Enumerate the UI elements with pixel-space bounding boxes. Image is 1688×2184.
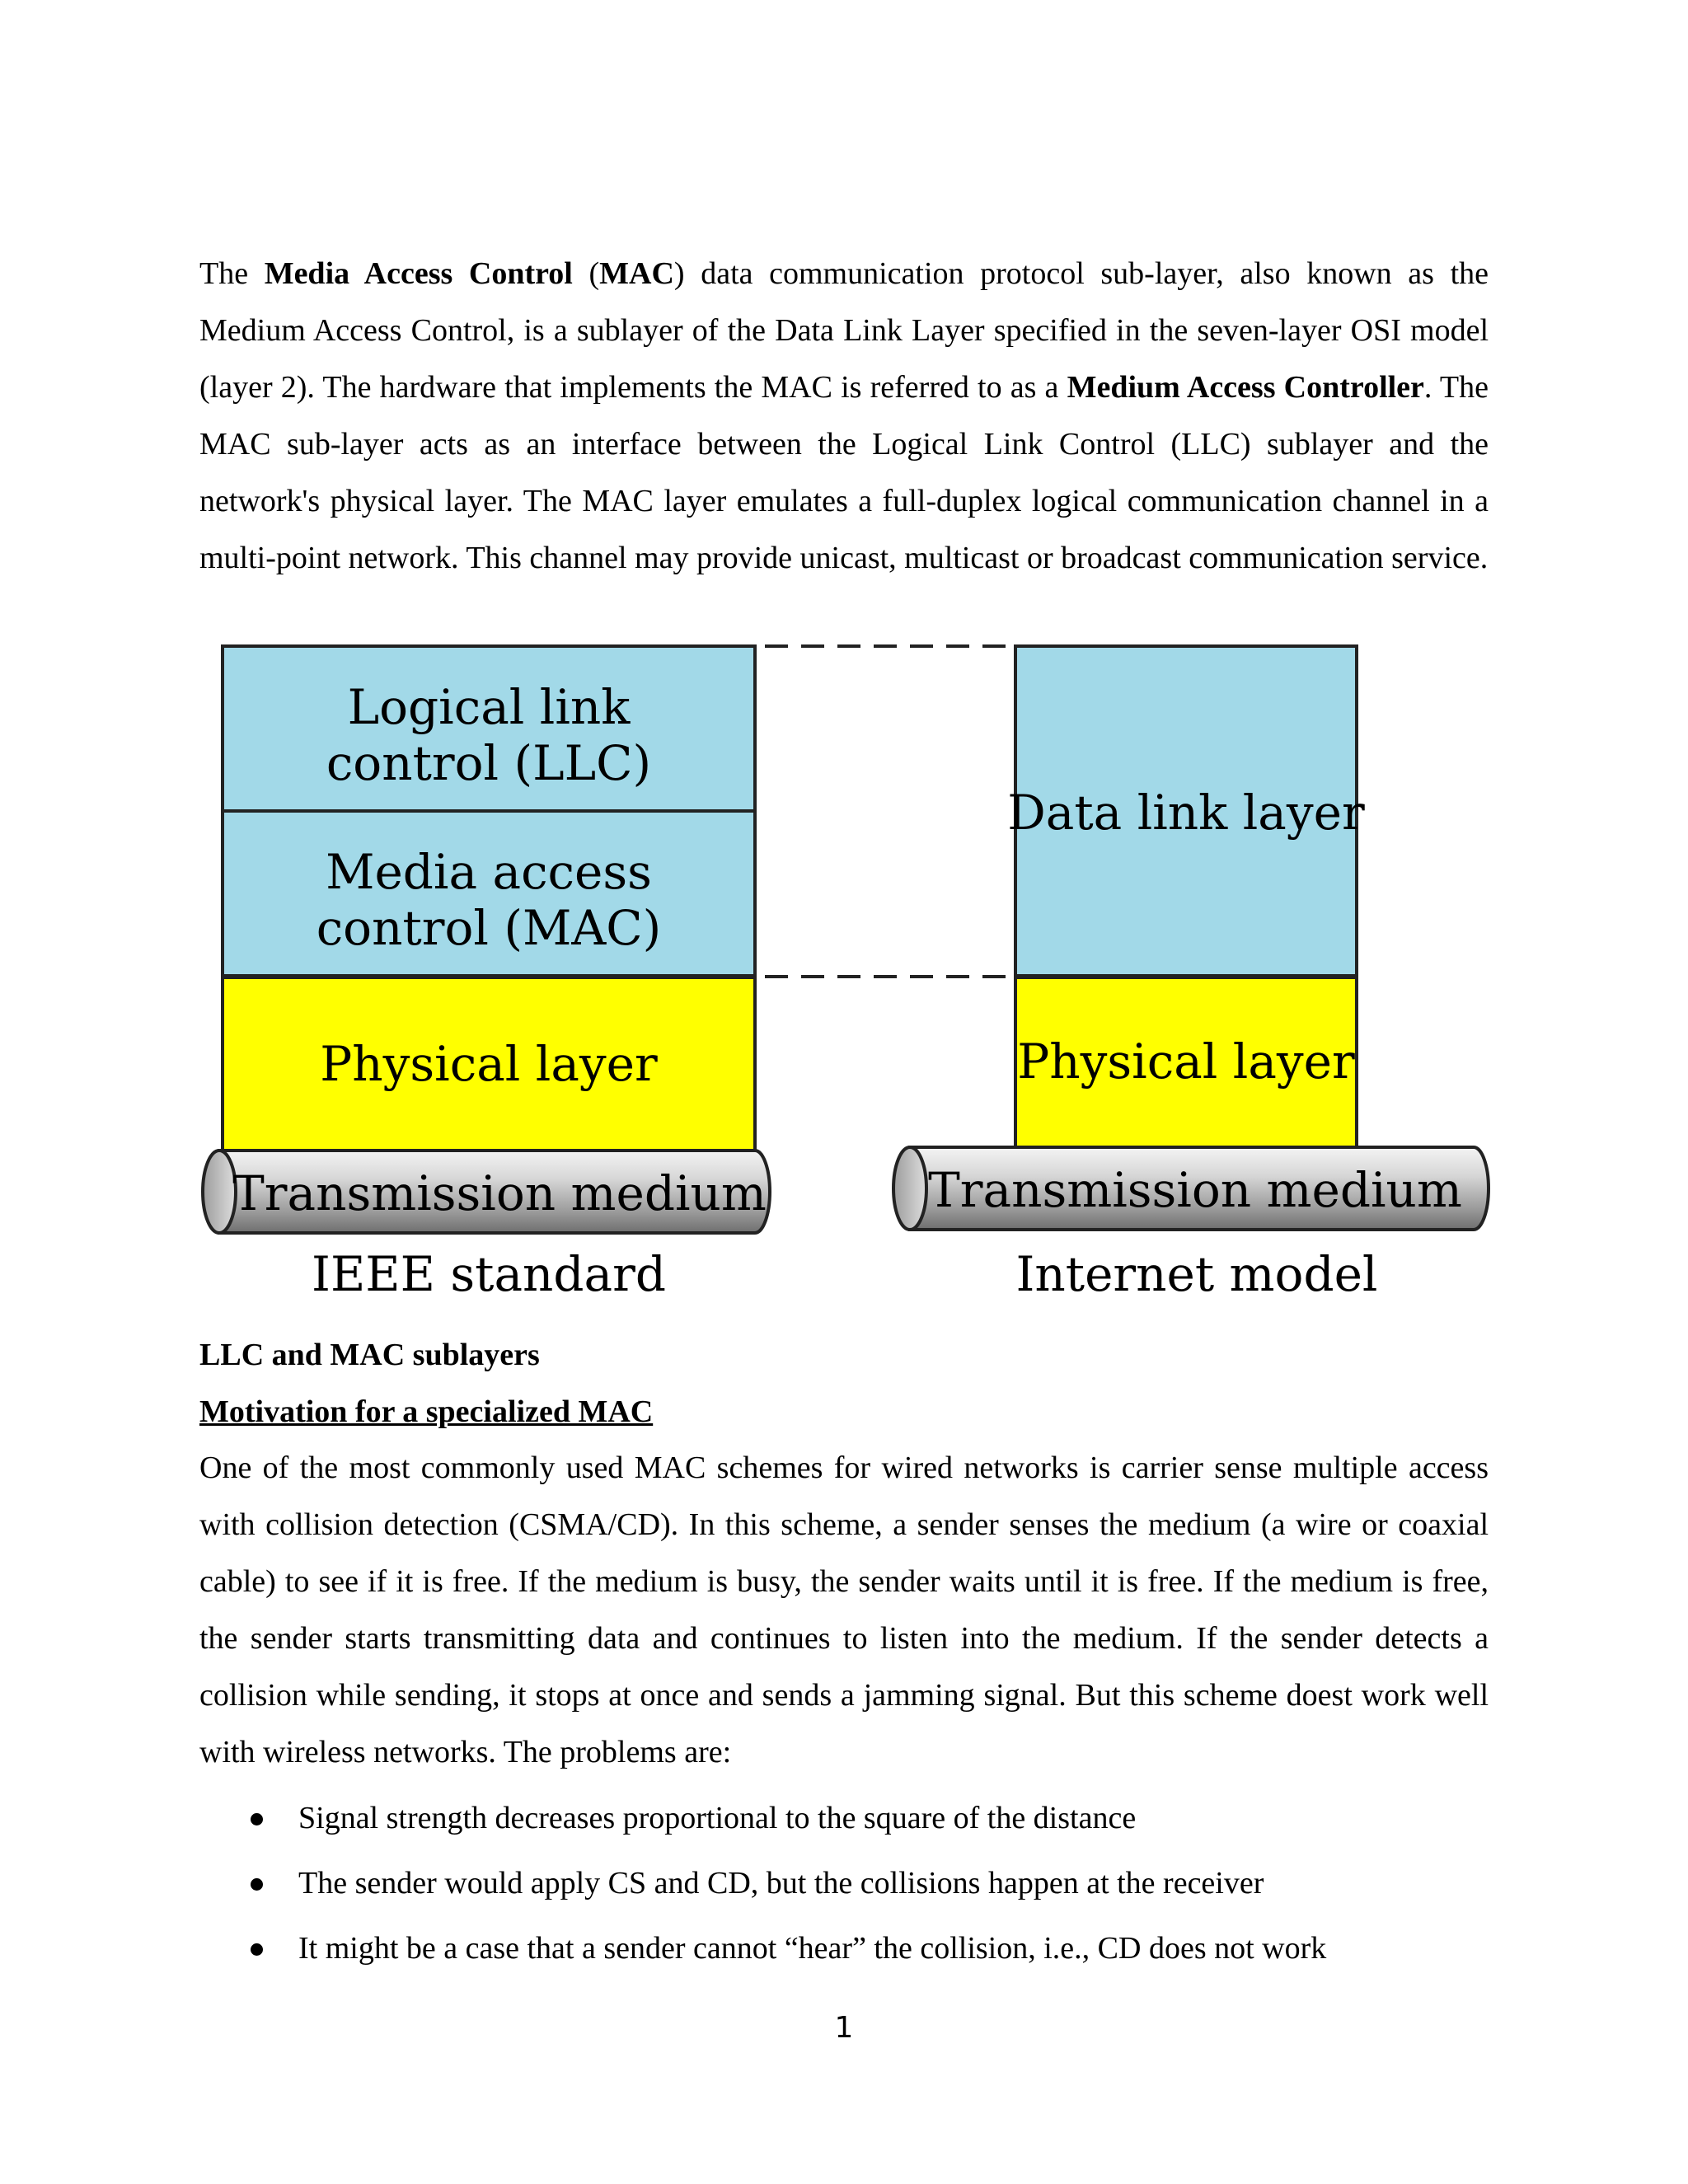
mac-label-line2: control (MAC) — [316, 900, 662, 956]
layer-diagram — [195, 643, 1497, 1327]
llc-label-line2: control (LLC) — [326, 735, 652, 791]
llc-box — [223, 646, 755, 811]
subheading: Motivation for a specialized MAC — [199, 1394, 654, 1429]
ieee-standard-caption: IEEE standard — [312, 1246, 666, 1302]
intro-text-2: ( — [572, 256, 600, 291]
intro-text-3: ) data communication protocol sub-layer, also known as the Medium Access Control, is a sublayer of the Data Link Layer specified in the seven-layer OSI model (layer 2). The hardware that implements the MAC is referred to as a — [199, 256, 1489, 405]
bullet-icon — [251, 1878, 263, 1891]
internet-model-caption: Internet model — [1015, 1246, 1378, 1302]
list-item — [199, 1854, 1489, 1919]
intro-text-4: . The MAC sub-layer acts as an interface between the Logical Link Control (LLC) sublayer and the network's physical layer. The MAC layer emulates a full-duplex logical communication channel in a multi-point network. This channel may provide unicast, multicast or broadcast communication service. — [199, 370, 1489, 575]
intro-paragraph — [199, 246, 1489, 587]
list-item — [199, 1788, 1489, 1854]
left-transmission-medium — [203, 1151, 770, 1233]
term-mac: MAC — [599, 256, 674, 291]
right-transmission-medium-label: Transmission medium — [928, 1162, 1462, 1218]
intro-text-1: The — [199, 256, 265, 291]
section-heading: LLC and MAC sublayers — [199, 1338, 540, 1372]
llc-label-line1: Logical link — [347, 679, 631, 735]
term-medium-access-controller: Medium Access Controller — [1067, 370, 1424, 405]
right-physical-layer-box — [1015, 977, 1357, 1147]
term-media-access-control: Media Access Control — [264, 256, 573, 291]
list-item-text: The sender would apply CS and CD, but the collisions happen at the receiver — [298, 1866, 1264, 1900]
bullet-icon — [251, 1943, 263, 1956]
page-number: 1 — [834, 2011, 854, 2045]
data-link-layer-label: Data link layer — [1007, 785, 1365, 841]
left-physical-layer-box — [223, 977, 755, 1151]
problem-list — [199, 1788, 1489, 1984]
data-link-layer-box — [1007, 646, 1365, 976]
list-item-text: It might be a case that a sender cannot “hear” the collision, i.e., CD does not work — [298, 1931, 1327, 1966]
right-physical-layer-label: Physical layer — [1017, 1033, 1355, 1090]
body-paragraph: One of the most commonly used MAC schemes for wired networks is carrier sense multiple access with collision detection (CSMA/CD). In this scheme, a sender senses the medium (a wire or coaxial cable) to see if it is free. If the medium is busy, the sender waits until it is free. If the medium is free, the sender starts transmitting data and continues to listen into the medium. If the sender detects a collision while sending, it stops at once and sends a jamming signal. But this scheme doest work well with wireless networks. The problems are: — [199, 1451, 1489, 1769]
mac-box — [223, 811, 755, 976]
right-transmission-medium — [893, 1147, 1489, 1230]
left-transmission-medium-label: Transmission medium — [232, 1165, 767, 1221]
left-physical-layer-label: Physical layer — [320, 1036, 658, 1092]
bullet-icon — [251, 1813, 263, 1825]
list-item — [199, 1919, 1489, 1984]
mac-label-line1: Media access — [326, 844, 652, 900]
list-item-text: Signal strength decreases proportional to the square of the distance — [298, 1801, 1137, 1835]
